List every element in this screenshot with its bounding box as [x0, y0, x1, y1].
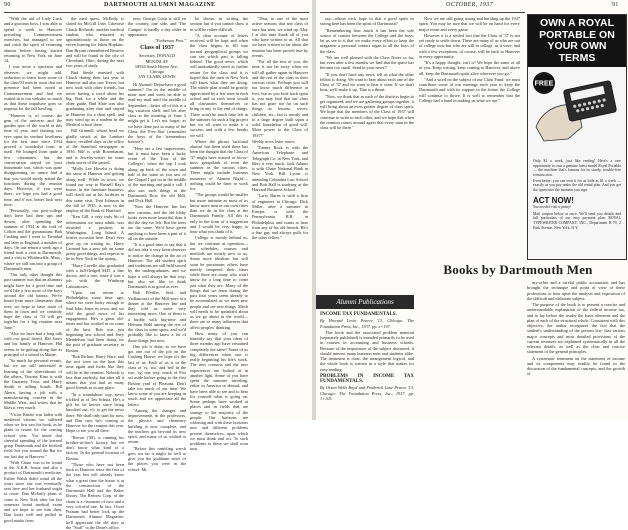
paragraph: "Jimmy Rock is with the American Telephone and Telegraph Co. in New York, and likes it very much. Jack Adams is with Chase National Bank in New York. Bill Lyons is attending Columbia Law School and Bob Hall is studying at the Harvard Business School.: [252, 145, 308, 192]
paragraph: The purpose of the book is to present a concise and understandable explanation of the federal income tax, and to lay before the reader the basic elements and the plan of each of the structural whole. Consistent with this objective, the author recognizes the fact that the student's understanding of the present law: that various major concepts and most detailed provisions of the current revenues are explained systematically in all the relevant details, as well as the clear and concise statement of the general principles.: [527, 302, 625, 355]
paragraph: Now we are still going strong and building up the 1937 spirit. You may be sure that we will be on hand for every major event and every game.: [419, 16, 520, 32]
free-badge: FREE: [534, 80, 554, 88]
paragraph: Bud Steele reunited with Chuck during their last year at Hanover and also saw Trevor, but now took with other friends, but never having a word about his big. Bud, for a while and the older guide, Bud Slate was also graduating after that and stayed in Hanover for a short spell, and may wind up as a student in the Medical school there.: [66, 69, 124, 127]
left-column-3: [128, 16, 186, 472]
paragraph: Where the phrase 'tactional alumni' has been used there has been the thought that the Class of '37 might have missed or hit-or-miss groupthink of even the summer in the various cities. These might include business ministers of 'Alumni Night'—nothing could be finer to work for.: [190, 138, 248, 191]
royal-typewriter-ad: [527, 14, 627, 260]
left-page: [0, 0, 312, 530]
paragraph: "It is a good time to say that it did not take a very keen observer to notice the change in the air of Hanover. The old student spirit and traditions are still held sacred by the undergraduates, and we hope it will always be that way; but also we like to think Dartmouth is as good as ever.: [128, 242, 186, 289]
books-section-title: Books by Dartmouth Men: [443, 262, 593, 277]
paragraph: be shown in writing the section but if you cannot show it in will be rather difficult.: [190, 16, 248, 32]
paragraph: "Hanover is, of course, the gem of the universe and the garden spot of the world at this time of year, and feasting our eyes upon its verdant loveliness for the first time since 1934 proved a wonderful tonic in itself. We lounged from quite a few classmates, but the conversation stayed on your housemale sort, which was quite disappointing, as rumor had it that you would surely attend the functions during the reunion days. However, if you were there, we hope you had a good time, and if not, better luck next time.: [4, 112, 62, 207]
paragraph: Bob Pfeiffer, Seal, and Vaillancourt of the Mill were at a dinner at the Hanover Inn and they told us some very interesting news. One of them is a buddy with big-time and Holman Wahl among the rest of the class in some spots, and we'd probably like to know a lot of those things just now.: [128, 290, 186, 343]
section-note: Weekly news letter notes:: [252, 138, 296, 144]
paragraph: "Thus, to one of the most active seasons that any class of ours has seen, we wind up. May I at this time thank all of you who have written to us. All that we have written so far about the reunion has been proved true by events.: [252, 16, 308, 58]
pub-1-text: This book and the associated problem material (separately published) is intended primarily to be used in courses in accounting and business schools. Because of the importance of the subject discussed, it should interest many business men and students alike. The treatment is clear, the arrangement logical, and the whole book is written in a style that makes for easy reading.: [320, 329, 414, 372]
magazine-title-left: DARTMOUTH ALUMNI MAGAZINE: [104, 2, 216, 8]
pub-2-credit: By Orson Wells Boyd and Frederick Lane Pearce '13, Chicago: The Foundation Press, Inc., 1937. pp. 1+105.: [320, 385, 414, 401]
paragraph: "In a roundabout way, news trickled in of Tex Schutz. He's a gift for he knows since being knocked out, it's to get the news there. We shall only start for now, and Dan says he's coming to Hanover for the reunion this year. Hope to see you all there.: [66, 391, 125, 434]
signature: "Fatherson Post.": [154, 38, 186, 43]
header-rule-left: [4, 12, 309, 13]
publications-header: Alumni Publications: [316, 295, 414, 309]
paragraph: "Harry Lavelle also graduated with a full-fledged M.D. a fine doctor, and a rare, since it was a job with the Winthrop Laboratories.: [66, 262, 124, 289]
ad-coupon-text: [528, 212, 626, 230]
typewriter-icon: [528, 67, 626, 159]
paragraph: "Molly Lee Hovelst is doing the same at Hanover and getting along well. While in town, we found our way to Russell Ray's house, in the furniture business; will check out at his facilities at this same visit. Tom Johnson in the fall of 1935, is now in the employ of the Bank of Hartford.: [66, 166, 124, 213]
paragraph: A systematic treatment on the statement of income and its components may readily be found in the discussion of the fundamental concepts, and the growth of: [527, 355, 625, 377]
ad-call-to-action-sub: You needn't risk a penny!: [533, 205, 572, 210]
paragraph: "Upon our return to Philadelphia some time ago, where we were lucky enough to find John Jones in town, and we told the good news of his engagement. He's a great old-timer and has worked in on some of the best. Bob was just beginning law school and Jerry Mendelson had been doing for the post of graduate secretary in Boston.: [66, 289, 124, 353]
paragraph: However it is a settled fact that the Class of '37 is not yet ready to settle down. There are many of us who are out of college now but who are still in college, as it were, and with a few exceptions, of course, will be back to Hanover at every opportunity.: [419, 32, 520, 59]
paragraph: "With the aid of Lady Luck and a gracious boss, I was able to spend a week in Hanover preceding Commencement exercises, but managed to see and catch the spirit of returning alumni before having started returning to New York on June 14.: [4, 16, 62, 63]
paragraph: How many of you can honestly say that your ideas of three months ago have remained completely the same? Some of us big differences when one is really beginning his life's work. The new contacts and the new experiences are looked at in another light. Some of you have spent the summer traveling, either in America or abroad, and have been able to see and to hear for yourself what is going on. Some perhaps have worked at places and in fields that are strange to the majority of the people. Our horizons are widening and with these horizons new and different problems present themselves, upon which we must think and act. To such problems as these we shall soon turn.: [190, 330, 248, 452]
paragraph: "Our only other thought this past summer was that an alumnus might have for a good time and we'd like a few more of the boys around the old haunts. We've heard from more classmates than ever, we hope to have more of them in town and we certainly hope the class of '33 will get together for a big reunion next June.": [4, 272, 62, 330]
ad-call-to-action: ACT NOW!: [533, 196, 574, 206]
paragraph: I was more a spectator and observer; we might add, seduction to learn from some of the class'03 men in town that our presence had been noted at Commencement and had we waited in to our website; so much as that these impulsive goes so impetus for the fall bowling.: [4, 64, 62, 112]
ad-paragraph: Only $1 a week, just like renting! Here's a rare opportunity to own a genuine latest model Royal Portable — the machine that's famous for its sturdy, trouble-free construction.: [533, 159, 621, 177]
paragraph: "So much for personal events, but we are still interested in learning of the whereabouts of the others. Vincent Kinz is with the Guaranty Trust, and Harry Smith is selling bonds. Bill Ahern, having a job with a manufacturing concern in the Middle West, and writes that he likes it very much.: [4, 358, 62, 411]
paragraph: "Bob Richter, Harry Ware, and the rest were on the boat this time again and looks like they will be at the reunion. Nobody is less than anybody, but after all it means that you had as many good friends as in any place.: [66, 353, 124, 391]
pub-1-title: INCOME TAX FUNDAMENTALS.: [320, 312, 397, 317]
paragraph: "Those who have not been back to Hanover since the fists of the year last will already know what a great time the house is at the construction of the Dartmouth Hall and the Baker library. The Rezrow Corp. of the chain is a classmate of ours and a very colorful one. In fact, Oscar Putnam had better look up the Dartmouth Alumni Magazine; he'll appreciate the old days at the "Stuff" in the Dean's office.: [66, 461, 124, 530]
paragraph: ever, George Gisin is still on the country, one side, and 'The Camper' is hardly a day older in appearance.: [128, 16, 186, 37]
left-page-header: [0, 2, 312, 12]
ad-paragraph: Even better: you can own it for as little as $1 a week — exactly as you pay under the old rental plan. And you get the typewriter the moment you sign.: [533, 178, 621, 193]
paragraph: One job is done, as we have got one out of the job on the Cushing House; we hope it's the last of us. Each of us is in the class of 'ry, 'stu,' and 'sed' in the two, 'rg' one way, much of Fox set aside before going to the first Boston yard of Pleasant. Don't take too much of our time. We know some of you are keeping in touch and we appreciate all the letters.: [128, 343, 186, 407]
paragraph: "Now, we think that as each of the districts begin to get organized, and we are gathering groups together, it will bring about an even greater degree of class spirit. We hope that the members of the Class of 1937 will continue to write to each other, and we hope that when the reunion comes around again that every man in the class will be there.": [320, 93, 414, 130]
paragraph: Bill Grinnell, whose head we gladly struck at the Lambert dance, recalled days at the office of the Stamford newspaper in 1936. Bill is with Rosenbaum, and is Jewelry-writer for some chain stores of the period.: [66, 128, 124, 165]
paragraph: "Here are a few impressions, but it must have been a lucky event of 'the Tour of the Colleges'; when the trip I took along up back of the town and half of the same as you saw of the Chapel I got on in the middle of the morning and paid a call. I also saw such things as the Dartmouth Row, the old Mill, and Dick Hall.: [128, 145, 186, 203]
paragraph: "Larry Burns is with a firm of engineers in Chicago. Dick Miller, after a summer in Europe, is with the Pennsylvania R.R. in Philadelphia, and wants to hear from any of his old friends. He's a fine guy and always pulls for the other fellow.": [252, 193, 308, 241]
books-review-column: [527, 280, 625, 416]
paragraph: "Remembering how much it has been the sole source of contact between the College and the boys, let us see to it that we make every effort to keep the magazine a personal contact organ to all the boys of the class.: [320, 27, 414, 54]
ad-paragraph: Mail coupon below at once. We'll send you details and full particulars of our easy payment plan. ROYAL TYPEWRITER COMPANY, INC., Department B-79, 2 Park Avenue, New York, N.Y.: [533, 211, 621, 230]
ad-headline-line: TERMS: [558, 51, 596, 64]
ad-headline-block: [528, 15, 626, 67]
paragraph: my-acher and a careful public accountant, and has brought the technique and point of view of these professions to bear upon the analysis and exposition of the difficult and elaborate subject.: [527, 280, 625, 301]
paragraph: "Among the changes and improvements in the professors, the physics and chemistry building is now complete, and the teachers got beyond its new spirit, and many of us wished to return.: [128, 407, 186, 445]
paragraph: "Personally, our post-college days have had their ups and downs, after spending the summer of 1934 at the ford of Colton and the gymnasium, Bob Cushing and I went to Trinidad and later to England, a number of days. On our return a week ago a friend took a visit at Dartmouth, and a visit to Whitinsville, Mass., where we still ran into a group of Dartmouth men.: [4, 208, 62, 271]
paragraph: College is mostly behind us, but we continue at operation—our schedules, courses and methods are mostly new to us. Some more idealism but will soon be proximate; others have merely tempered their ideas while there are many who won't know for a long time to come just what they are. Many of the things that we learn during the past four years seem already to be accumulated as we meet new people and see new things. Much will needs to be sprinkled about as we go about in the world—there are so many influences that affect peoples' thinking.: [190, 235, 248, 330]
paragraph: "For all the rest of you, the time is not far away when we will all gather again in Hanover and the rest of the class in their various cities. Perhaps you will not know much difference at first, but as you look back upon it, you may find that our class has not gone too far on such things as lessons, wives, children, etc., but is mostly and to a large degree built upon a solid foundation of good will. More power to the Class of 1937!": [252, 59, 308, 138]
address-line: 10934 South Hoyne Ave., Chicago: [134, 63, 180, 74]
treasurer-line: JAY CLARK LEWIS: [138, 74, 176, 80]
paragraph: "Also we have had a long talk with our good friend, Hal Jones and his family at Hanover. Hal seems to be getting along fine as principal of a school in Maine.: [4, 330, 62, 357]
pub-1-credit: By Howard Levin Pearce '13, Chicago: The Foundation Press, Inc., 1937. pp. x+197.: [320, 318, 414, 329]
publications-column: [320, 310, 414, 418]
paragraph: "The groups would be smaller but more intimate as most of us know more men in our own cities than we do in the class at the Dartmouth Family. All this is only in the form of a suggestion and I would be very happy to hear what you think of it.: [190, 192, 248, 234]
paragraph: "Now the Hanover Inn has new curtains, and the old lobby looks even more beautiful than it did the day we left. But the trees are the same. We'd have given anything to have been a part of it all on the outside.: [128, 204, 186, 241]
paragraph: "It's a happy thought, isn't it? We hope the same of all of you. Keep writing, keep coming to Hanover, and above all, keep the Dartmouth spirit alive wherever you go.": [419, 60, 520, 76]
page-number-right: 91: [612, 2, 619, 8]
paragraph: "A clear account of letters received will be kept and when the class begins to fill into normal geographical groups we can see which part is falling behind. The good news, which will undoubtedly serve as further return for the class and it is hoped that the men in New York will know what they are doing. The whole plan would be greatly appreciated by a few men in each school and in each town would all classmates themselves or bring in any to the end of things. There won't be much time left in the summer for such a big project but we all want to make it a success, and with a few breaks we will.: [190, 32, 248, 138]
issue-date: OCTOBER, 1937: [446, 2, 494, 8]
ad-headline-line: YOUR OWN: [547, 40, 607, 52]
paragraph: "Ken Gill, a very truly bit of information we must admit, was awarded a position in Washington, Long Island. A festive occasion here. Don't ever give up on writing us. Harry Leonard has a new job on some pretty good things, and expects to be in New York in the spring.: [66, 214, 124, 262]
left-column-5: [252, 16, 308, 418]
paragraph: say—whose trick hope in that a good spirit so strong here has been the spirit of Dartmouth?: [320, 16, 414, 27]
right-column-1: [320, 16, 414, 292]
paragraph: "Brown ('38), is running his brother-in-law's factory, but we don't know what kind of a factory. In the general location of Boston.: [66, 434, 124, 461]
left-column-1: [4, 16, 62, 523]
header-rule-right: [320, 12, 525, 13]
class-heading: Class of 1937: [140, 45, 174, 52]
paragraph: "If you don't have any news, tell us what the other fellow is doing. We want to hear about each one of the Class of '37 and we want to hear it soon. If we don't hear, we'll make it up. That is a threat.: [320, 71, 414, 93]
page-number-left: 90: [4, 2, 11, 8]
left-column-4: [190, 16, 248, 452]
right-column-2: [419, 16, 520, 260]
left-column-2: [66, 16, 125, 530]
ad-headline-line: PORTABLE ON: [539, 28, 615, 41]
paragraph: Hi Alumni! Dejaa-have a good summer? I'm in the middle of mine now and won't be able to read my mail until the middle of September—better all of this is a big vacation shelf, and his alter class at the morning of June 3 might get it. Let's not forget, as we have done just so many of the Class, the 'Five Star' (remember the boys of the 'tremendous bounce').: [128, 81, 186, 145]
secretary-line: Secretary, DONALD MCKINLAY: [138, 53, 176, 64]
paragraph: "We are well pleased with the Class Notes so far, but even after a few months we find that the space has become too small. Send in your news!": [320, 54, 414, 71]
ad-body: [528, 159, 626, 193]
paragraph: "With Chase was to be found at the A.K.B. house and also a product of Dartmouth's medicine. Esther Walsh didn't mind all the years since she was eventually sent here and her husband ought to come. Dan McEnily plans to come to New York after his last semester board medical exam and we hope to see him then. Dan looks well and pulled in good marks from: [4, 459, 62, 523]
pub-2-title: PROBLEMS IN INCOME TAX FUNDAMENTALS.: [320, 373, 414, 384]
paragraph: "Victor Kinzie was laden with medieval visions we suffered when we first saw his book, as he plans to return for the coming school year. Via noted that cheerful spending of the learned grasp Dartmouth and the football field. See you around the Bar for our last day at Hanover.": [4, 411, 62, 459]
right-page-header: [316, 2, 628, 12]
ad-headline-line: OWN A ROYAL: [539, 17, 615, 29]
paragraph: "Before this rambling wreck goes too far it might be well to give you the goddamn news of the places you were in the school: Mr.: [128, 445, 186, 472]
paragraph: the med quest. McEnily is slated for McGill Univ. Likewise Chuck Richards, another medical student, who returned as ignominiously to those on the seven loaning for Johns Hopkins. Dan Bryant remembered Reserve and will be found in the city of Cleveland, Ohio, during the next two years of study.: [66, 16, 124, 69]
paragraph: "And a word on the subject of our Class Fund: we must contribute some of our earnings each year to keep the Dartmouth and with its support in the future the College will continue to thrive. It is well to remember that the College had a hand in making us what we are.": [419, 76, 520, 103]
hand-holding-typewriter-illustration: [528, 67, 626, 159]
